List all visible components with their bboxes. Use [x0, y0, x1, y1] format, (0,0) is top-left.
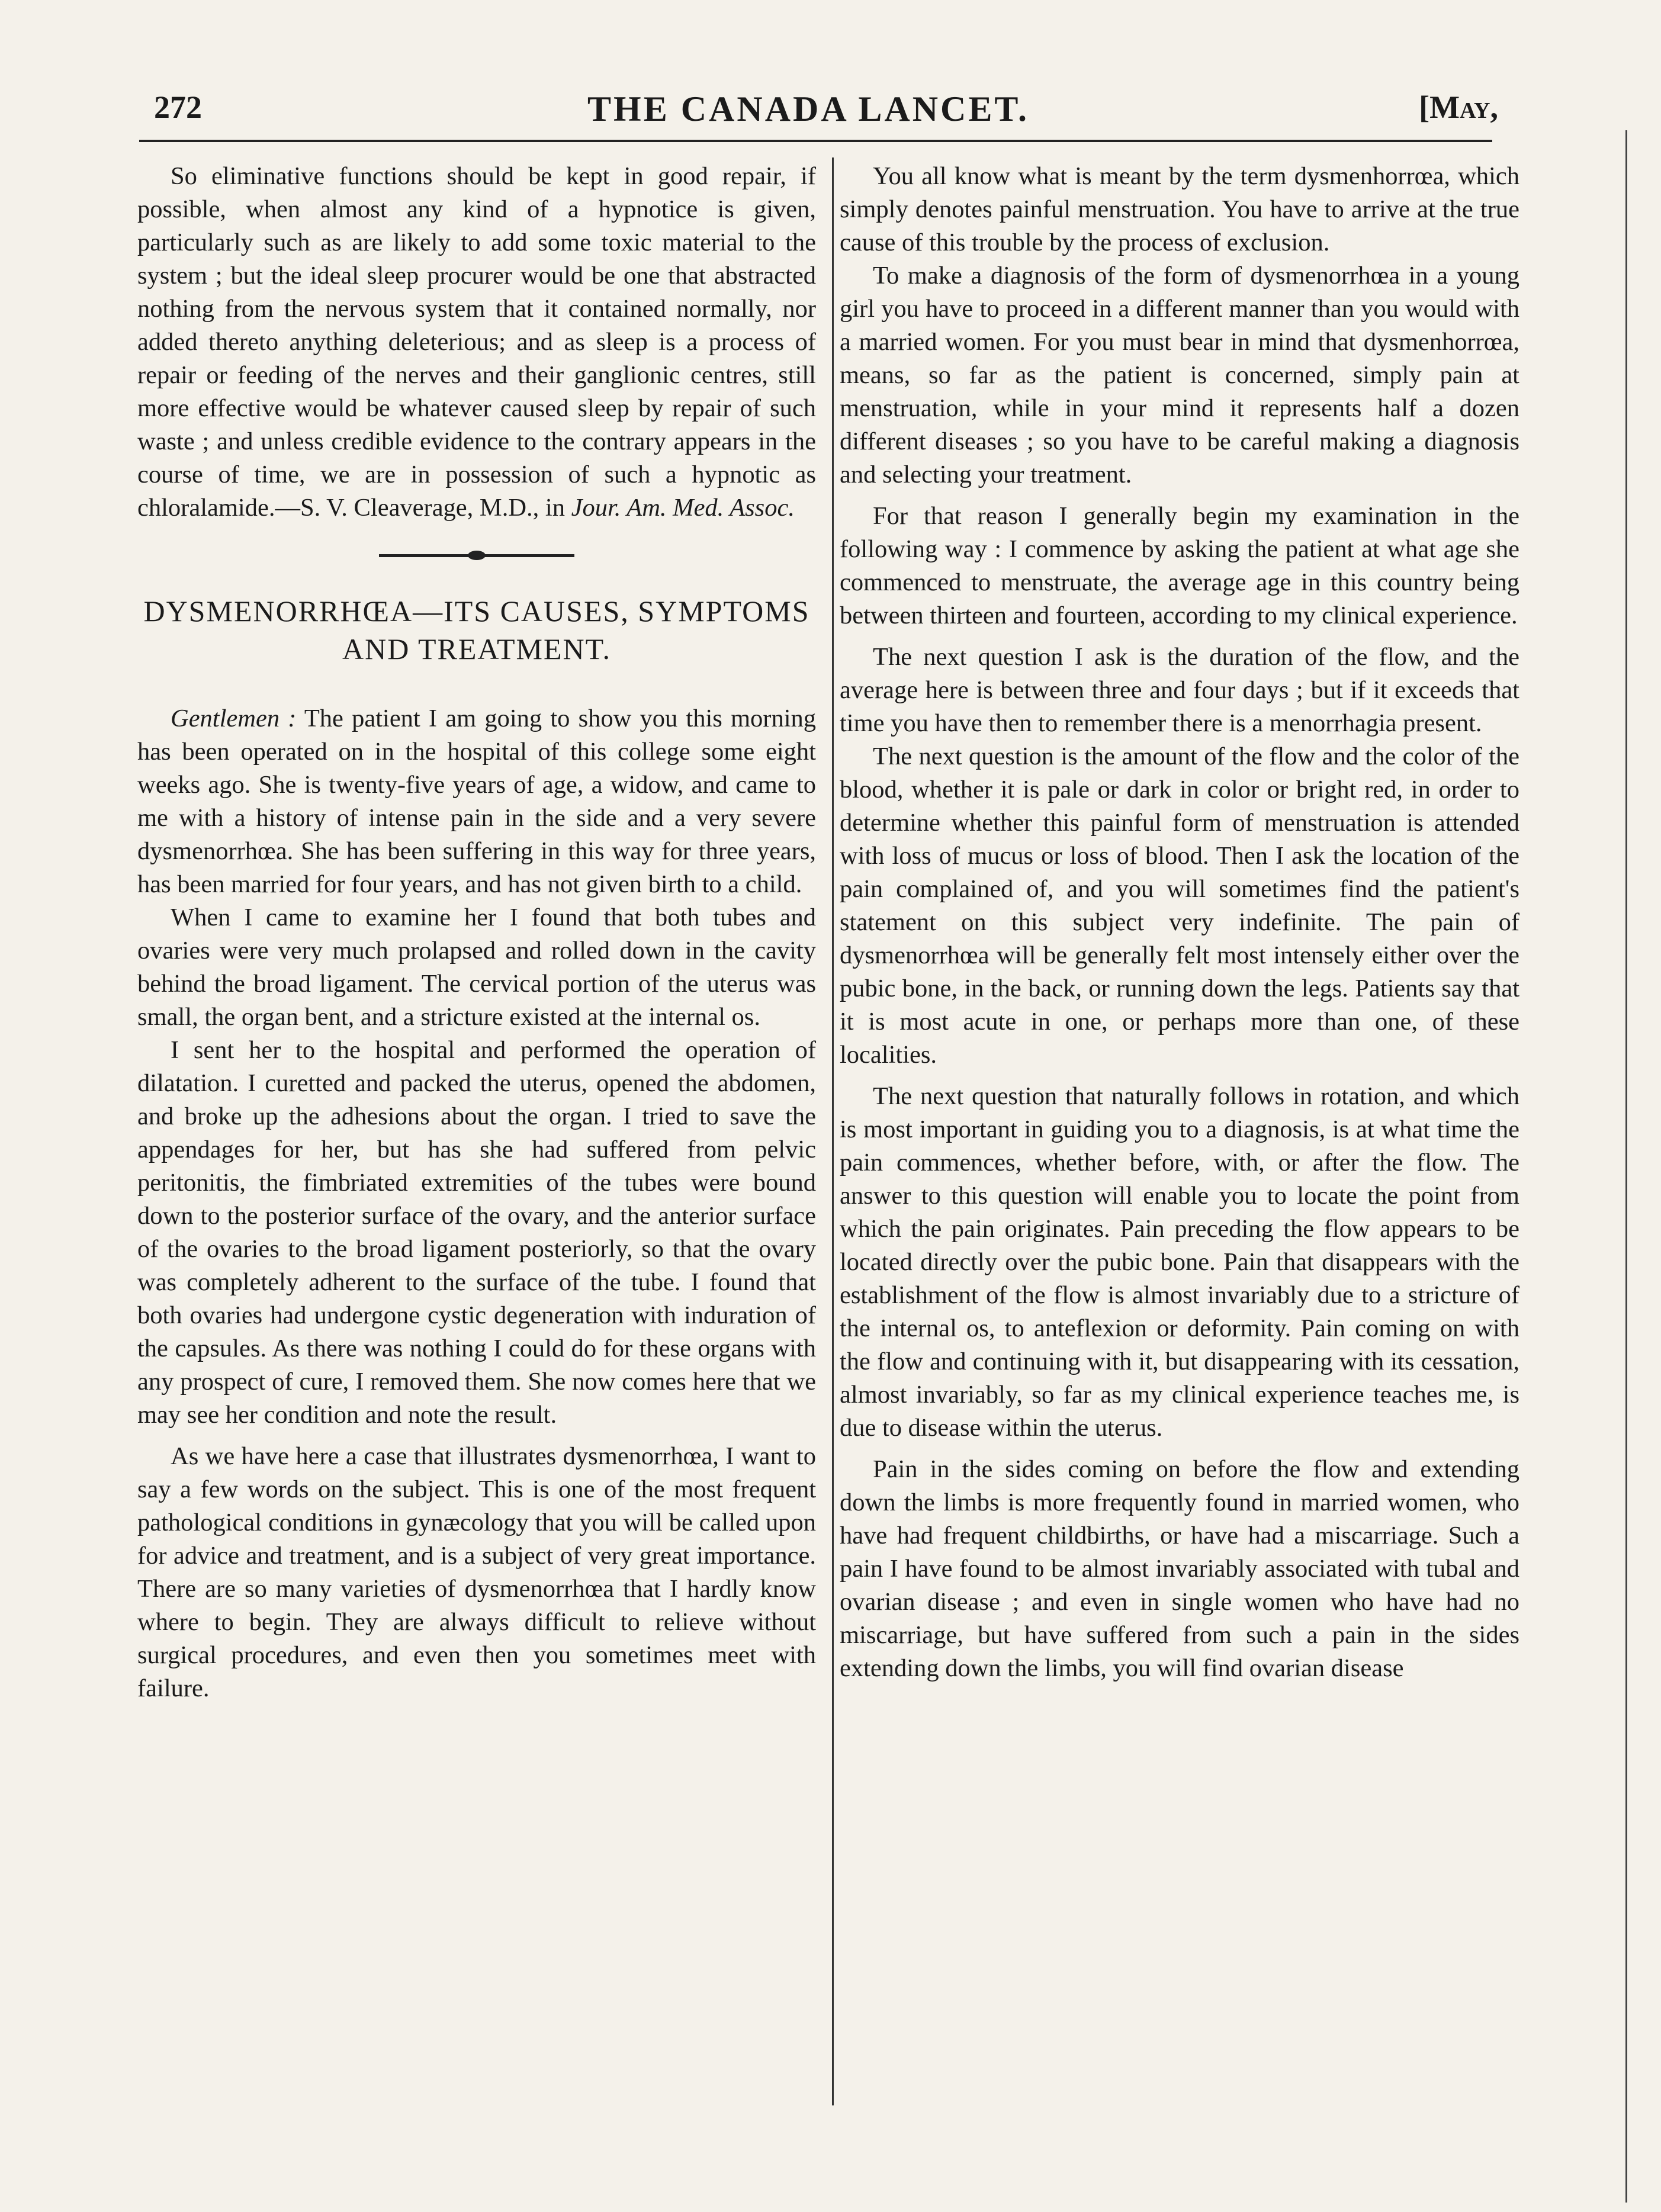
left-paragraph-1-text: So eliminative functions should be kept in good repair, if possible, when almost any kind of a hypnotice is given, particularly such as are likely to add some toxic material to the system ; but the ideal sleep procurer would be one that abstracted nothing from the nervous system that it contained normally, nor added thereto anything deleterious; and as sleep is a process of repair or feeding of the nerves and their ganglionic centres, still more effective would be whatever caused sleep by repair of such waste ; and unless credible evidence to the contrary appears in the course of time, we are in possession of such a hypnotic as chloralamide.—S. V. Cleaverage, M.D., in: [137, 162, 816, 522]
left-paragraph-5: As we have here a case that illustrates dysmenorrhœa, I want to say a few words on the subject. This is one of the most frequent pathological conditions in gynæcology that you will be called upon for advice and treatment, and is a subject of very great importance. There are so many varieties of dysmenorrhœa that I hardly know where to begin. They are always difficult to relieve without surgical procedures, and even then you sometimes meet with failure.: [137, 1442, 816, 1702]
page-number: 272: [154, 89, 202, 125]
citation-journal: Jour. Am. Med. Assoc.: [571, 494, 795, 522]
right-paragraph-1: You all know what is meant by the term dysmenhorrœa, which simply denotes painful menstruation. You have to arrive at the true cause of this trouble by the process of exclusion.: [840, 162, 1519, 256]
left-column: [137, 160, 816, 1705]
page-edge-line: [1625, 130, 1627, 2203]
left-paragraph-2: [137, 702, 816, 901]
divider-dot: [468, 551, 486, 560]
header-rule: [139, 140, 1492, 142]
right-paragraph-6: The next question that naturally follows in rotation, and which is most important in guiding you to a diagnosis, is at what time the pain commences, whether before, with, or after the flow. The answer to this question will enable you to locate the point from which the pain originates. Pain preceding the flow appears to be located directly over the pubic bone. Pain that disappears with the establishment of the flow is almost invariably due to a stricture of the internal os, to anteflexion or deformity. Pain coming on with the flow and continuing with it, but disappearing with its cessation, almost invariably, so far as my clinical experience teaches me, is due to disease within the uterus.: [840, 1082, 1519, 1442]
right-paragraph-7: Pain in the sides coming on before the flow and extending down the limbs is more frequently found in married women, who have had frequent childbirths, or have had a miscarriage. Such a pain I have found to be almost invariably associated with tubal and ovarian disease ; and even in single women who have had no miscarriage, but have suffered from such a pain in the sides extending down the limbs, you will find ovarian disease: [840, 1455, 1519, 1682]
salutation: Gentlemen :: [171, 705, 297, 732]
left-paragraph-2-text: The patient I am going to show you this morning has been operated on in the hospital of this college some eight weeks ago. She is twenty-five years of age, a widow, and came to me with a history of intense pain in the side and a very severe dysmenorrhœa. She has been suffering in this way for three years, has been married for four years, and has not given birth to a child.: [137, 705, 816, 898]
right-paragraph-5: The next question is the amount of the flow and the color of the blood, whether it is pale or dark in color or bright red, in order to determine whether this painful form of menstruation is attended with loss of mucus or loss of blood. Then I ask the location of the pain complained of, and you will sometimes find the patient's statement on this subject very indefinite. The pain of dysmenorrhœa will be generally felt most intensely either over the pubic bone, in the back, or running down the legs. Patients say that it is most acute in one, or perhaps more than one, of these localities.: [840, 742, 1519, 1069]
column-divider: [832, 157, 834, 2105]
left-paragraph-4: I sent her to the hospital and performed the operation of dilatation. I curetted and packed the uterus, opened the abdomen, and broke up the adhesions about the organ. I tried to save the appendages for her, but has she had suffered from pelvic peritonitis, the fimbriated extremities of the tubes were bound down to the posterior surface of the ovary, and the anterior surface of the ovaries to the broad ligament posteriorly, so that the ovary was completely adherent to the surface of the tube. I found that both ovaries had undergone cystic degeneration with induration of the capsules. As there was nothing I could do for these organs with any prospect of cure, I removed them. She now comes here that we may see her condition and note the result.: [137, 1036, 816, 1429]
right-paragraph-3: For that reason I generally begin my examination in the following way : I commence by asking the patient at what age she commenced to menstruate, the average age in this country being between thirteen and fourteen, according to my clinical experience.: [840, 502, 1519, 629]
left-paragraph-1: [137, 160, 816, 525]
right-column: [840, 160, 1519, 1685]
right-paragraph-4: The next question I ask is the duration of the flow, and the average here is between three and four days ; but if it exceeds that time you have then to remember there is a menorrhagia present.: [840, 643, 1519, 737]
journal-title: THE CANADA LANCET.: [587, 89, 1029, 128]
issue-month: [May,: [1419, 89, 1498, 125]
left-paragraph-3: When I came to examine her I found that both tubes and ovaries were very much prolapsed and rolled down in the cavity behind the broad ligament. The cervical portion of the uterus was small, the organ bent, and a stricture existed at the internal os.: [137, 904, 816, 1031]
page-header: [118, 89, 1498, 148]
right-paragraph-2: To make a diagnosis of the form of dysmenorrhœa in a young girl you have to proceed in a different manner than you would with a married women. For you must bear in mind that dysmenhorrœa, means, so far as the patient is concerned, simply pain at menstruation, while in your mind it represents half a dozen different diseases ; so you have to be careful making a diagnosis and selecting your treatment.: [840, 262, 1519, 488]
section-divider-ornament: [379, 545, 574, 566]
article-title: DYSMENORRHŒA—ITS CAUSES, SYMPTOMS AND TREATMENT.: [143, 594, 810, 665]
